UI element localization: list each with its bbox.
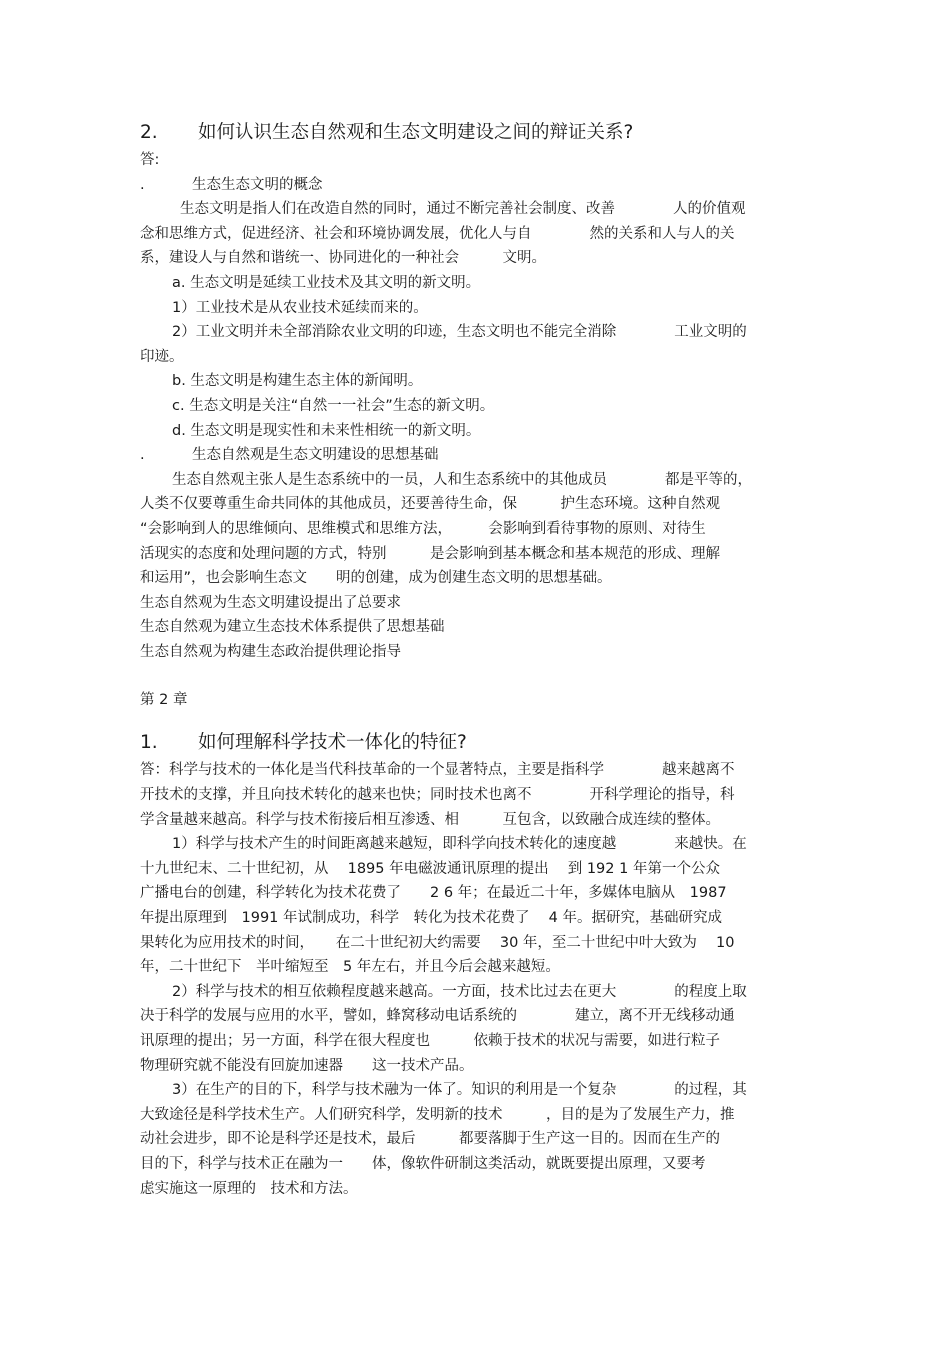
document-body xyxy=(140,118,810,1201)
paragraph-line: 人类不仅要尊重生命共同体的其他成员，还要善待生命，保 护生态环境。这种自然观 xyxy=(140,496,720,513)
list-item: a. 生态文明是延续工业技术及其文明的新文明。 xyxy=(172,274,481,291)
definition-line: 生态文明是指人们在改造自然的同时，通过不断完善社会制度、改善 人的价值观 xyxy=(180,201,746,218)
definition-line: 念和思维方式，促进经济、社会和环境协调发展，优化人与自 然的关系和人与人的关 xyxy=(140,225,735,242)
point-line: 年提出原理到 1991 年试制成功，科学 转化为技术花费了 4 年。据研究，基础研究成 xyxy=(140,910,722,927)
paragraph-line: “会影响到人的思维倾向、思维模式和思维方法， 会影响到看待事物的原则、对待生 xyxy=(140,520,706,537)
paragraph-line: 活现实的态度和处理问题的方式，特别 是会影响到基本概念和基本规范的形成、理解 xyxy=(140,545,720,562)
summary-line: 生态自然观为建立生态技术体系提供了思想基础 xyxy=(140,619,445,636)
point-line: 动社会进步，即不论是科学还是技术，最后 都要落脚于生产这一目的。因而在生产的 xyxy=(140,1131,720,1148)
question-title: 如何理解科学技术一体化的特征? xyxy=(198,732,467,754)
point-line: 十九世纪末、二十世纪初，从 1895 年电磁波通讯原理的提出 到 192 1 年第一个公众 xyxy=(140,860,720,877)
paragraph-line: 和运用”，也会影响生态文 明的创建，成为创建生态文明的思想基础。 xyxy=(140,570,612,587)
list-item-continued: 印迹。 xyxy=(140,348,184,365)
answer-label: 答: xyxy=(140,152,160,168)
point-line: 广播电台的创建，科学转化为技术花费了 2 6 年；在最近二十年，多媒体电脑从 1987 xyxy=(140,885,727,902)
point-line: 物理研究就不能没有回旋加速器 这一技术产品。 xyxy=(140,1057,474,1074)
answer-line: 开技术的支撑，并且向技术转化的越来也快；同时技术也离不 开科学理论的指导，科 xyxy=(140,787,735,804)
section-heading: . 生态生态文明的概念 xyxy=(140,176,323,193)
answer-line: 答：科学与技术的一体化是当代科技革命的一个显著特点，主要是指科学 越来越离不 xyxy=(140,762,735,779)
answer-line: 学含量越来越高。科学与技术衔接后相互渗透、相 互包含，以致融合成连续的整体。 xyxy=(140,811,720,828)
list-item: 1）工业技术是从农业技术延续而来的。 xyxy=(172,299,428,316)
definition-line: 系，建设人与自然和谐统一、协同进化的一种社会 文明。 xyxy=(140,250,546,267)
question-heading-1 xyxy=(140,728,810,758)
point-line: 年，二十世纪下 半叶缩短至 5 年左右，并且今后会越来越短。 xyxy=(140,959,560,976)
point-line: 目的下，科学与技术正在融为一 体，像软件研制这类活动，就既要提出原理，又要考 xyxy=(140,1155,706,1172)
question-title: 如何认识生态自然观和生态文明建设之间的辩证关系? xyxy=(198,122,634,143)
paragraph-line: 生态自然观主张人是生态系统中的一员，人和生态系统中的其他成员 都是平等的， xyxy=(172,471,752,488)
list-item: c. 生态文明是关注“自然一一社会”生态的新文明。 xyxy=(172,397,495,414)
point-line: 3）在生产的目的下，科学与技术融为一体了。知识的利用是一个复杂 的过程，其 xyxy=(172,1082,747,1099)
list-item: 2）工业文明并未全部消除农业文明的印迹，生态文明也不能完全消除 工业文明的 xyxy=(172,324,747,341)
point-line: 果转化为应用技术的时间， 在二十世纪初大约需要 30 年，至二十世纪中叶大致为 10 xyxy=(140,934,735,951)
point-line: 讯原理的提出；另一方面，科学在很大程度也 依赖于技术的状况与需要，如进行粒子 xyxy=(140,1033,720,1049)
question-number: 1. xyxy=(140,732,158,754)
chapter-heading: 第 2 章 xyxy=(140,692,188,709)
list-item: b. 生态文明是构建生态主体的新闻明。 xyxy=(172,373,423,390)
summary-line: 生态自然观为构建生态政治提供理论指导 xyxy=(140,643,401,660)
point-line: 虑实施这一原理的 技术和方法。 xyxy=(140,1180,358,1197)
section-heading: . 生态自然观是生态文明建设的思想基础 xyxy=(140,447,439,464)
point-line: 1）科学与技术产生的时间距离越来越短，即科学向技术转化的速度越 来越快。在 xyxy=(172,836,747,853)
list-item: d. 生态文明是现实性和未来性相统一的新文明。 xyxy=(172,422,481,439)
question-heading-2 xyxy=(140,118,810,148)
summary-line: 生态自然观为生态文明建设提出了总要求 xyxy=(140,594,401,611)
question-number: 2. xyxy=(140,122,158,143)
point-line: 大致途径是科学技术生产。人们研究科学，发明新的技术 ，目的是为了发展生产力，推 xyxy=(140,1106,735,1123)
point-line: 决于科学的发展与应用的水平，譬如，蜂窝移动电话系统的 建立，离不开无线移动通 xyxy=(140,1008,735,1025)
point-line: 2）科学与技术的相互依赖程度越来越高。一方面，技术比过去在更大 的程度上取 xyxy=(172,983,747,1000)
